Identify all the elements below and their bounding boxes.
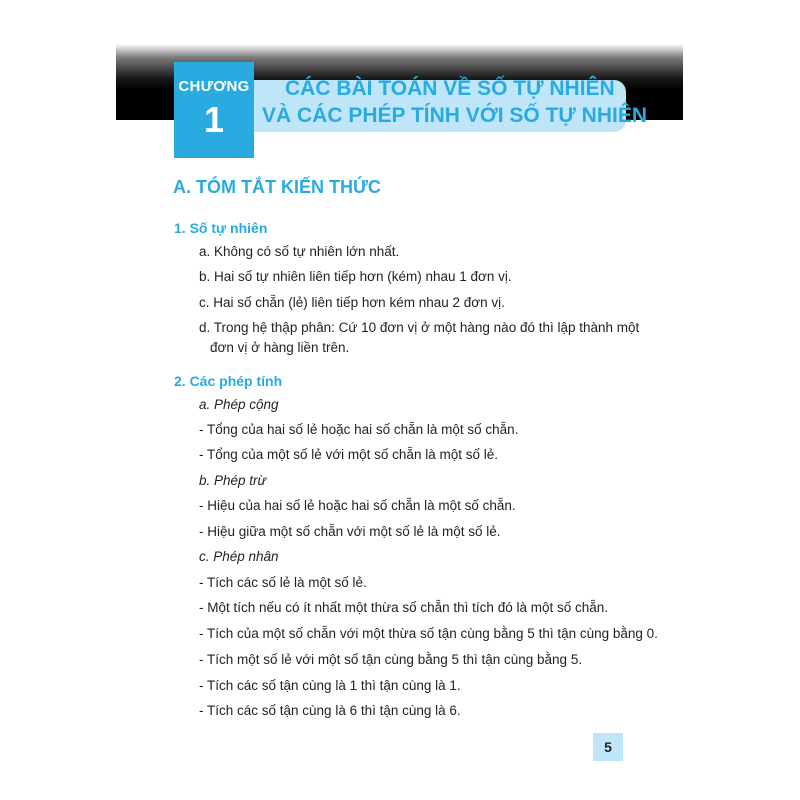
- multiplication-item-6: - Tích các số tận cùng là 6 thì tận cùng là 6.: [199, 703, 461, 718]
- part2-heading: 2. Các phép tính: [174, 373, 283, 389]
- subtraction-item-1: - Hiệu của hai số lẻ hoặc hai số chẵn là một số chẵn.: [199, 498, 516, 513]
- part1-item-a: a. Không có số tự nhiên lớn nhất.: [199, 244, 400, 259]
- part1-item-c: c. Hai số chẵn (lẻ) liên tiếp hơn kém nhau 2 đơn vị.: [199, 295, 505, 310]
- multiplication-item-1: - Tích các số lẻ là một số lẻ.: [199, 575, 367, 590]
- multiplication-item-3: - Tích của một số chẵn với một thừa số tận cùng bằng 5 thì tận cùng bằng 0.: [199, 626, 658, 641]
- chapter-label: CHƯƠNG: [178, 78, 250, 95]
- addition-label: a. Phép cộng: [199, 397, 279, 412]
- multiplication-item-5: - Tích các số tận cùng là 1 thì tận cùng là 1.: [199, 678, 461, 693]
- multiplication-item-4: - Tích một số lẻ với một số tận cùng bằng 5 thì tận cùng bằng 5.: [199, 652, 583, 667]
- chapter-title-line-2: VÀ CÁC PHÉP TÍNH VỚI SỐ TỰ NHIÊN: [262, 104, 647, 127]
- chapter-badge: [174, 62, 254, 158]
- part1-item-d: d. Trong hệ thập phân: Cứ 10 đơn vị ở một hàng nào đó thì lập thành một: [199, 320, 640, 335]
- multiplication-label: c. Phép nhân: [199, 549, 279, 564]
- part1-item-d-continued: đơn vị ở hàng liền trên.: [210, 340, 350, 355]
- chapter-number: 1: [203, 99, 225, 140]
- multiplication-item-2: - Một tích nếu có ít nhất một thừa số chẵn thì tích đó là một số chẵn.: [199, 600, 609, 615]
- section-heading: A. TÓM TẮT KIẾN THỨC: [173, 177, 381, 197]
- chapter-title-line-1: CÁC BÀI TOÁN VỀ SỐ TỰ NHIÊN: [285, 77, 615, 100]
- part1-heading: 1. Số tự nhiên: [174, 220, 268, 236]
- addition-item-2: - Tổng của một số lẻ với một số chẵn là một số lẻ.: [199, 447, 498, 462]
- page-number-badge: [593, 733, 623, 761]
- addition-item-1: - Tổng của hai số lẻ hoặc hai số chẵn là một số chẵn.: [199, 422, 519, 437]
- part1-item-b: b. Hai số tự nhiên liên tiếp hơn (kém) nhau 1 đơn vị.: [199, 269, 512, 284]
- subtraction-item-2: - Hiệu giữa một số chẵn với một số lẻ là một số lẻ.: [199, 524, 501, 539]
- subtraction-label: b. Phép trừ: [199, 473, 267, 488]
- page-number: 5: [604, 739, 612, 755]
